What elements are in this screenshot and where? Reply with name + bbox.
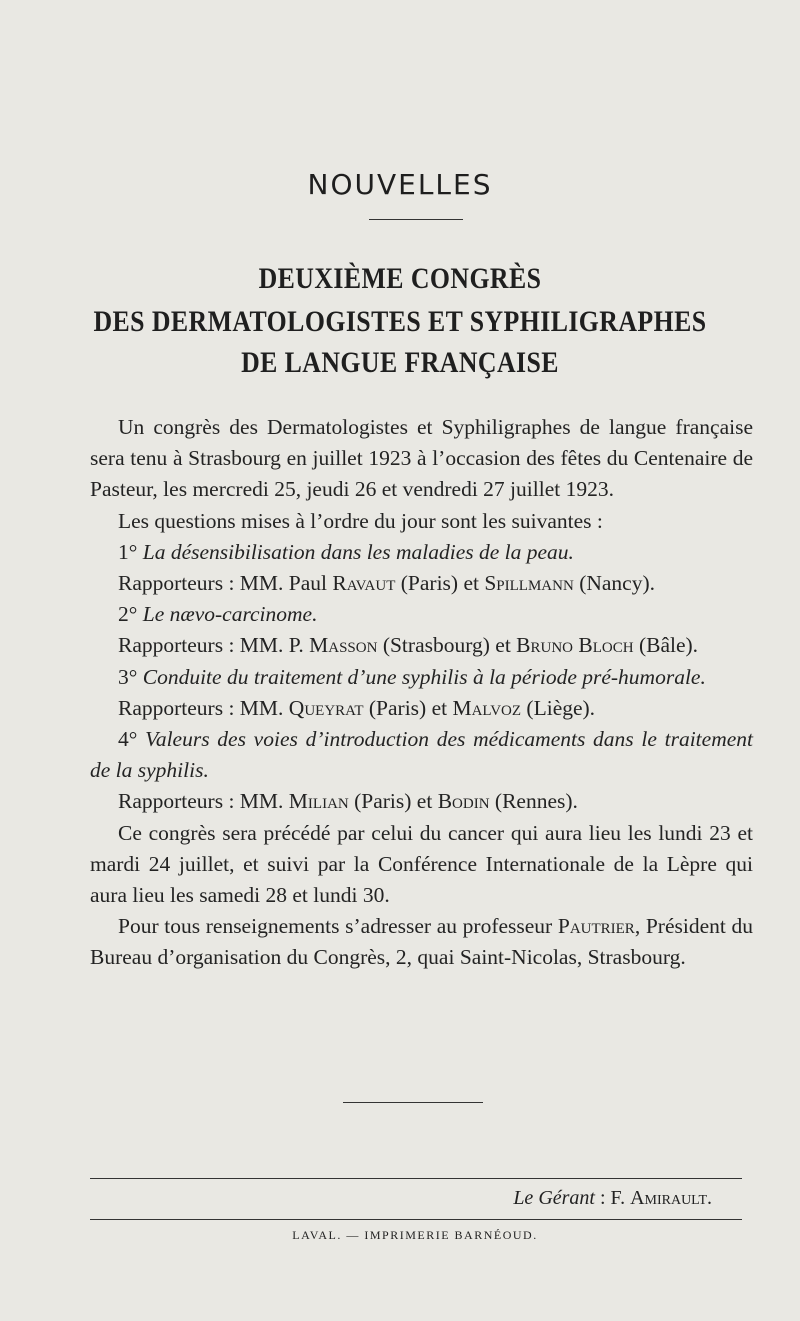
article-body [90, 412, 753, 974]
question-number: 2° [118, 602, 138, 627]
rapporteur-name: Bruno Bloch [516, 633, 634, 658]
rapporteur-name: Ravaut [332, 571, 396, 596]
questions-intro: Les questions mises à l’ordre du jour sont les suivantes : [118, 508, 603, 533]
rapporteurs-3 [90, 693, 753, 724]
question-number: 1° [118, 539, 138, 564]
question-title: Valeurs des voies d’introduction des médicaments dans le traitement de la syphilis. [90, 727, 753, 783]
info-suffix: , Président du Bureau d’organisation du Congrès, 2, quai Saint-Nicolas, Strasbourg. [90, 914, 753, 970]
question-2 [90, 599, 753, 630]
rapporteur-place: (Liège). [521, 695, 596, 720]
gerant-sep: : F. [594, 1187, 631, 1209]
info-prefix: Pour tous renseignements s’adresser au professeur [118, 914, 558, 939]
footer-rule-top [90, 1178, 742, 1179]
rapporteur-place: (Paris) et [363, 695, 453, 720]
question-number: 3° [118, 664, 138, 689]
question-title: Le nævo-carcinome. [142, 602, 318, 627]
headline-line-1: DEUXIÈME CONGRÈS [258, 262, 542, 295]
rapporteur-name: Queyrat [288, 695, 364, 720]
gerant-line [513, 1187, 712, 1210]
rapporteurs-prefix: Rapporteurs : MM. [118, 695, 289, 720]
rapporteurs-4 [90, 786, 753, 817]
rapporteurs-prefix: Rapporteurs : MM. P. [118, 633, 310, 658]
gerant-name: Amirault. [630, 1187, 712, 1209]
rapporteur-place: (Paris) et [395, 571, 485, 596]
rapporteur-place: (Strasbourg) et [377, 633, 517, 658]
section-title: NOUVELLES [307, 168, 493, 201]
question-number: 4° [118, 727, 138, 752]
gerant-label: Le Gérant [513, 1187, 595, 1209]
rapporteurs-2 [90, 630, 753, 661]
info-paragraph [90, 911, 753, 973]
intro-paragraph: Un congrès des Dermatologistes et Syphiligraphes de langue française sera tenu à Strasbourg en juillet 1923 à l’occasion des fêtes du Centenaire de Pasteur, les mercredi 25, jeudi 26 et vendredi 27 juillet 1923. [90, 415, 753, 502]
rapporteur-place: (Rennes). [489, 789, 578, 814]
cancer-paragraph: Ce congrès sera précédé par celui du cancer qui aura lieu les lundi 23 et mardi 24 juillet, et suivi par la Conférence Internationale de la Lèpre qui aura lieu les samedi 28 et lundi 30. [90, 820, 753, 908]
question-title: La désensibilisation dans les maladies de la peau. [142, 539, 574, 564]
headline-line-2: DES DERMATOLOGISTES ET SYPHILIGRAPHES [93, 305, 707, 338]
question-4 [90, 724, 753, 786]
rapporteur-place: (Bâle). [633, 633, 699, 658]
rapporteur-name: Spillmann [484, 571, 574, 596]
contact-name: Pautrier [557, 914, 635, 939]
rapporteur-name: Milian [288, 789, 349, 814]
rapporteur-place: (Nancy). [573, 571, 655, 596]
printer-imprint: LAVAL. — IMPRIMERIE BARNÉOUD. [292, 1228, 538, 1242]
footer-rule-bottom [90, 1219, 742, 1220]
rapporteur-place: (Paris) et [348, 789, 438, 814]
rapporteur-name: Masson [309, 633, 378, 658]
rapporteurs-prefix: Rapporteurs : MM. [118, 789, 289, 814]
headline-line-3: DE LANGUE FRANÇAISE [241, 346, 559, 379]
end-rule [343, 1102, 483, 1103]
rapporteurs-prefix: Rapporteurs : MM. Paul [118, 571, 333, 596]
rapporteurs-1 [90, 568, 753, 599]
question-1 [90, 537, 753, 568]
title-rule [369, 219, 463, 220]
question-title: Conduite du traitement d’une syphilis à la période pré-humorale. [142, 664, 706, 689]
rapporteur-name: Malvoz [452, 695, 522, 720]
question-3 [90, 662, 753, 693]
rapporteur-name: Bodin [437, 789, 490, 814]
